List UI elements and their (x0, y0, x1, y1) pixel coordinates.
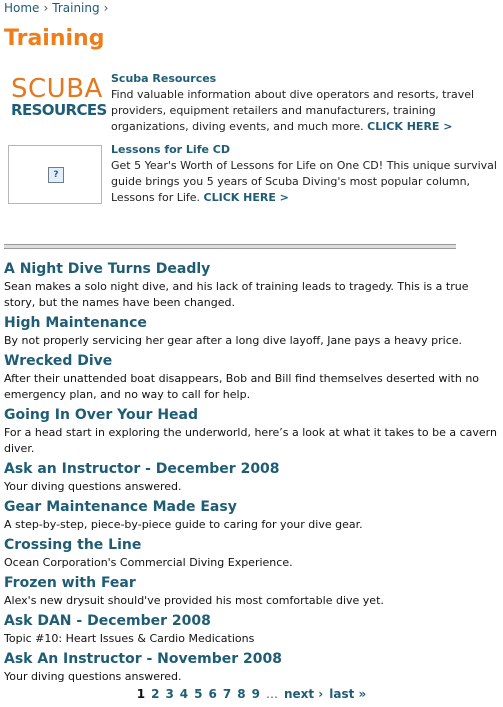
list-item (4, 611, 499, 647)
list-item (4, 573, 499, 609)
list-item (4, 405, 499, 457)
article-title-link[interactable]: Gear Maintenance Made Easy (4, 499, 237, 515)
page-ellipsis: … (265, 687, 278, 701)
article-title-link[interactable]: Ask DAN - December 2008 (4, 613, 211, 629)
pagination (0, 687, 503, 701)
article-description: For a head start in exploring the underworld, here’s a look at what it takes to be a cavern diver. (4, 426, 497, 455)
page-current: 1 (136, 687, 146, 701)
article-description: Topic #10: Heart Issues & Cardio Medications (4, 632, 255, 645)
click-here-link[interactable]: CLICK HERE > (367, 120, 453, 133)
article-title-link[interactable]: Crossing the Line (4, 537, 142, 553)
page-link-6[interactable]: 6 (208, 687, 217, 701)
article-title-link[interactable]: A Night Dive Turns Deadly (4, 261, 211, 277)
breadcrumb-separator: › (103, 1, 109, 15)
list-item (4, 459, 499, 495)
article-description: By not properly servicing her gear after a long dive layoff, Jane pays a heavy price. (4, 334, 463, 347)
click-here-link[interactable]: CLICK HERE > (203, 191, 289, 204)
page-link-9[interactable]: 9 (251, 687, 260, 701)
next-page-link[interactable]: next › (283, 687, 324, 701)
page-title: Training (4, 26, 105, 51)
article-title-link[interactable]: Ask An Instructor - November 2008 (4, 651, 282, 667)
section-divider (4, 244, 456, 249)
page-link-5[interactable]: 5 (194, 687, 203, 701)
breadcrumb-training-link[interactable]: Training (52, 1, 100, 15)
logo-resources-text: RESOURCES (11, 101, 107, 119)
article-title-link[interactable]: High Maintenance (4, 315, 147, 331)
promo-text (111, 71, 503, 135)
promo-description: Get 5 Year's Worth of Lessons for Life on One CD! This unique survival guide brings you 5 years of Scuba Diving's most popular column, Lessons for Life. (111, 159, 497, 204)
article-description: After their unattended boat disappears, Bob and Bill find themselves deserted with no emergency plan, and no way to call for help. (4, 372, 480, 401)
list-item (4, 259, 499, 311)
article-description: Your diving questions answered. (4, 480, 182, 493)
scuba-resources-logo[interactable] (8, 72, 107, 124)
list-item (4, 535, 499, 571)
page-link-2[interactable]: 2 (151, 687, 160, 701)
list-item (4, 313, 499, 349)
promo-text (111, 142, 503, 206)
page-link-8[interactable]: 8 (237, 687, 246, 701)
article-title-link[interactable]: Wrecked Dive (4, 353, 113, 369)
last-page-link[interactable]: last » (329, 687, 367, 701)
list-item (4, 649, 499, 685)
breadcrumb-home-link[interactable]: Home (4, 1, 40, 15)
promo-title-link[interactable]: Lessons for Life CD (111, 143, 230, 156)
article-list (4, 259, 499, 687)
breadcrumb-separator: › (43, 1, 49, 15)
page-link-7[interactable]: 7 (222, 687, 232, 701)
article-title-link[interactable]: Frozen with Fear (4, 575, 136, 591)
article-title-link[interactable]: Going In Over Your Head (4, 407, 199, 423)
logo-scuba-text: SCUBA (11, 74, 103, 104)
article-description: Sean makes a solo night dive, and his lack of training leads to tragedy. This is a true story, but the names have been changed. (4, 280, 469, 309)
list-item (4, 351, 499, 403)
list-item (4, 497, 499, 533)
broken-image[interactable] (8, 145, 102, 204)
breadcrumb (4, 1, 112, 15)
promo-title-link[interactable]: Scuba Resources (111, 72, 217, 85)
article-description: Ocean Corporation's Commercial Diving Experience. (4, 556, 293, 569)
article-description: A step-by-step, piece-by-piece guide to caring for your dive gear. (4, 518, 363, 531)
page-link-3[interactable]: 3 (165, 687, 174, 701)
article-description: Alex's new drysuit should've provided his most comfortable dive yet. (4, 594, 384, 607)
missing-image-icon: ? (48, 167, 64, 183)
page-link-4[interactable]: 4 (179, 687, 189, 701)
promo-description: Find valuable information about dive operators and resorts, travel providers, equipment retailers and manufacturers, training organizations, diving events, and much more. (111, 88, 475, 133)
article-title-link[interactable]: Ask an Instructor - December 2008 (4, 461, 280, 477)
article-description: Your diving questions answered. (4, 670, 182, 683)
